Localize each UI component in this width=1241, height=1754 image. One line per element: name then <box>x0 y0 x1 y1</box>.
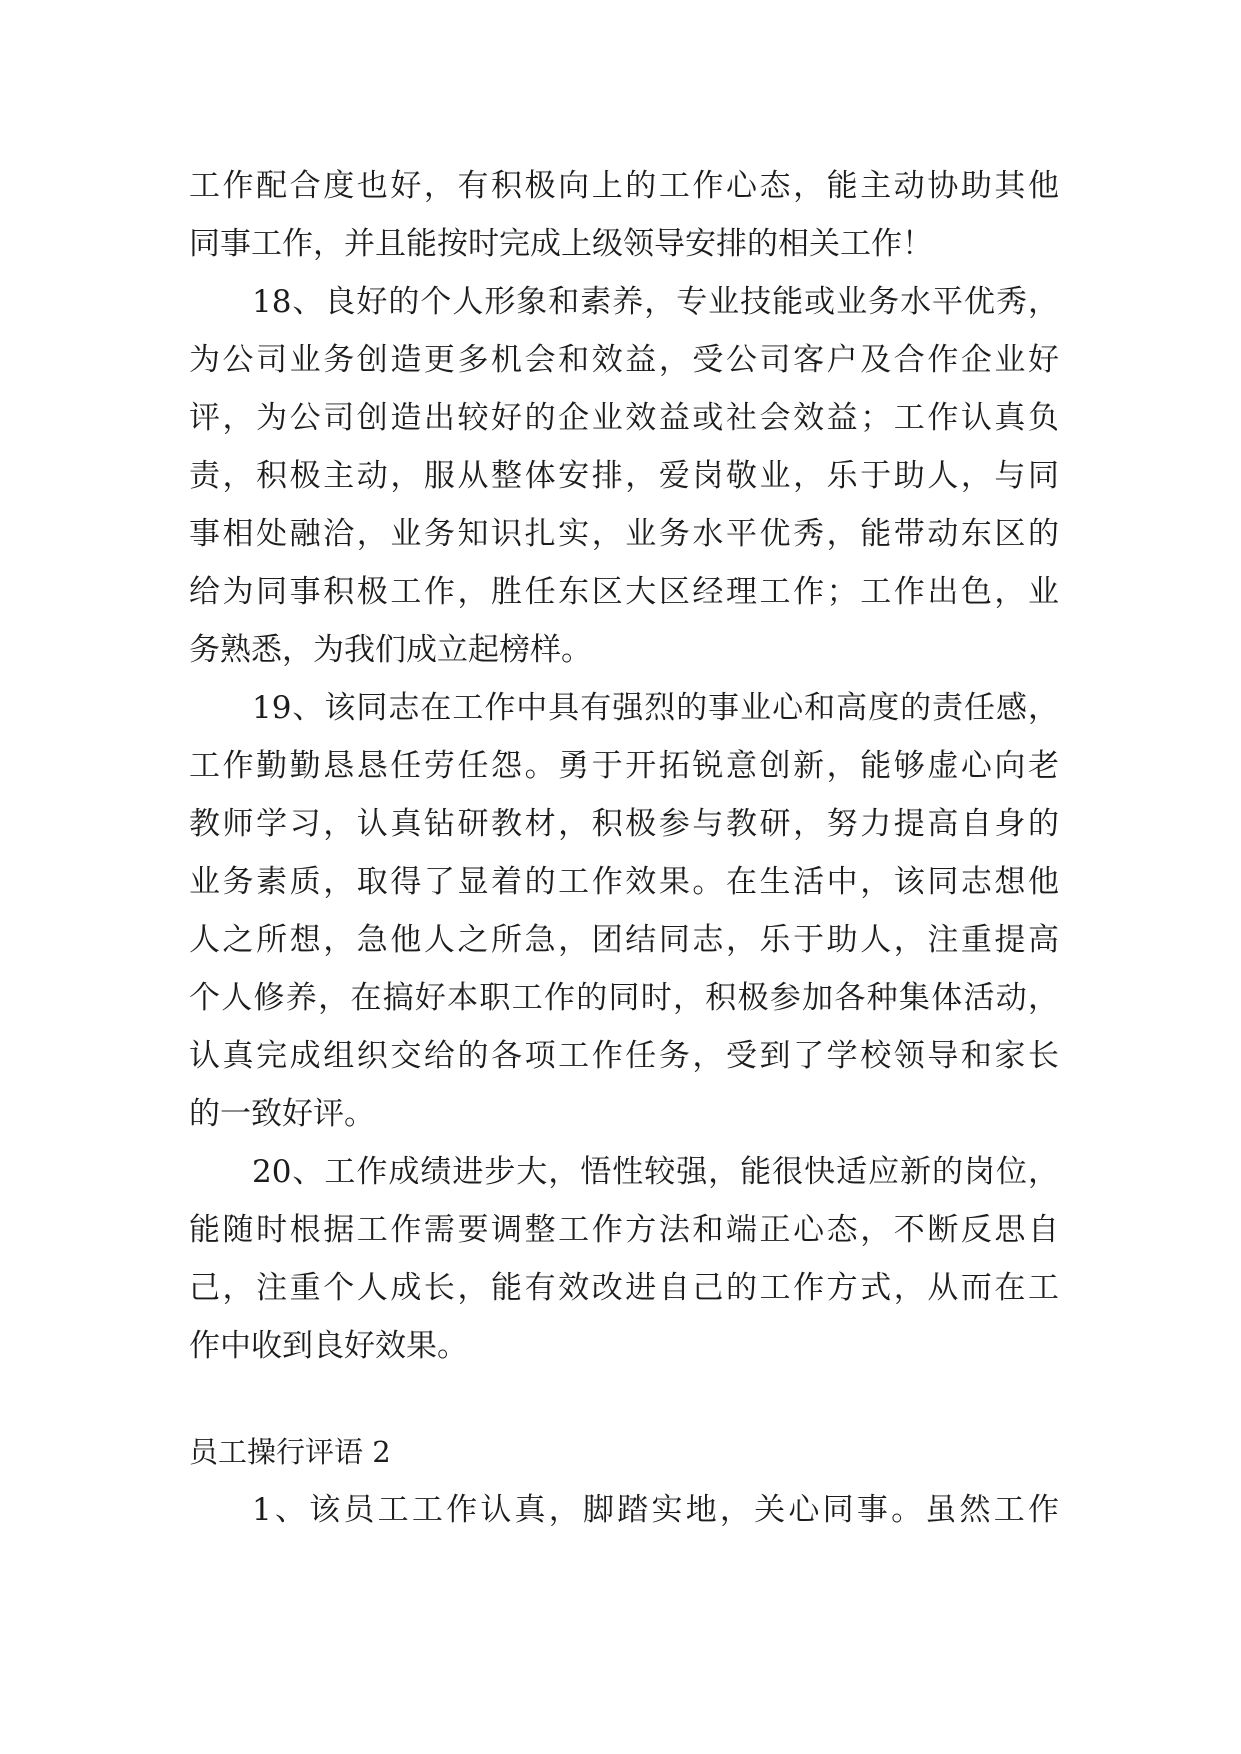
paragraph-line: 人之所想，急他人之所急，团结同志，乐于助人，注重提高 <box>189 922 1059 958</box>
paragraph-line: 给为同事积极工作，胜任东区大区经理工作；工作出色，业 <box>189 574 1059 610</box>
paragraph-line: 个人修养，在搞好本职工作的同时，积极参加各种集体活动， <box>189 980 1059 1016</box>
paragraph-line: 18、良好的个人形象和素养，专业技能或业务水平优秀， <box>252 284 1059 320</box>
paragraph-line: 同事工作，并且能按时完成上级领导安排的相关工作！ <box>189 226 933 262</box>
paragraph-line: 能随时根据工作需要调整工作方法和端正心态，不断反思自 <box>189 1212 1059 1248</box>
paragraph-line: 19、该同志在工作中具有强烈的事业心和高度的责任感， <box>252 690 1059 726</box>
paragraph-line: 评，为公司创造出较好的企业效益或社会效益；工作认真负 <box>189 400 1059 436</box>
paragraph-line: 认真完成组织交给的各项工作任务，受到了学校领导和家长 <box>189 1038 1059 1074</box>
paragraph-line: 工作勤勤恳恳任劳任怨。勇于开拓锐意创新，能够虚心向老 <box>189 748 1059 784</box>
section-heading: 员工操行评语 2 <box>189 1435 391 1469</box>
paragraph-line: 教师学习，认真钻研教材，积极参与教研，努力提高自身的 <box>189 806 1059 842</box>
paragraph-line: 1、该员工工作认真，脚踏实地，关心同事。虽然工作 <box>252 1492 1059 1528</box>
paragraph-line: 作中收到良好效果。 <box>189 1328 468 1364</box>
paragraph-line: 事相处融洽，业务知识扎实，业务水平优秀，能带动东区的 <box>189 516 1059 552</box>
paragraph-line: 责，积极主动，服从整体安排，爱岗敬业，乐于助人，与同 <box>189 458 1059 494</box>
paragraph-line: 20、工作成绩进步大，悟性较强，能很快适应新的岗位， <box>252 1154 1059 1190</box>
paragraph-line: 为公司业务创造更多机会和效益，受公司客户及合作企业好 <box>189 342 1059 378</box>
paragraph-line: 己，注重个人成长，能有效改进自己的工作方式，从而在工 <box>189 1270 1059 1306</box>
paragraph-line: 的一致好评。 <box>189 1096 375 1132</box>
paragraph-line: 务熟悉，为我们成立起榜样。 <box>189 632 592 668</box>
paragraph-line: 工作配合度也好，有积极向上的工作心态，能主动协助其他 <box>189 168 1059 204</box>
paragraph-line: 业务素质，取得了显着的工作效果。在生活中，该同志想他 <box>189 864 1059 900</box>
